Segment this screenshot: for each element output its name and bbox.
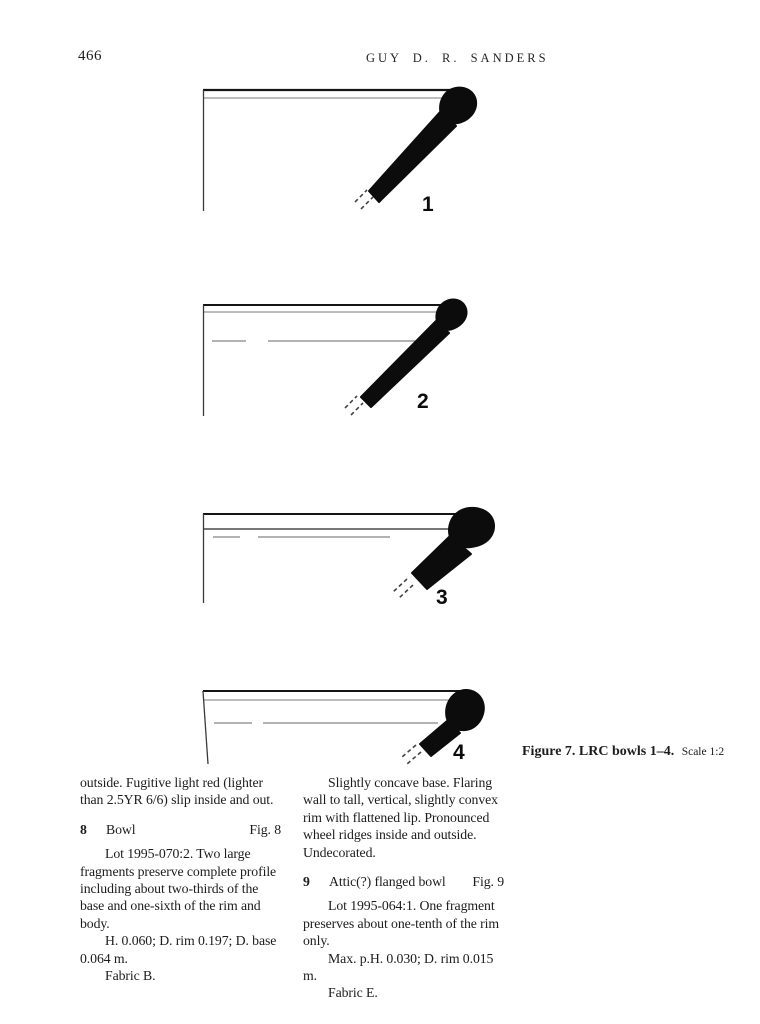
catalog-entry-heading-9 bbox=[303, 873, 504, 890]
catalog-entry-title: Attic(?) flanged bowl bbox=[329, 874, 446, 890]
profile-drawing-3-svg bbox=[200, 503, 500, 611]
paragraph-description: Slightly concave base. Flaring wall to tall, vertical, slightly convex rim with flattened lip. Pronounced wheel ridges inside and outside. Undecorated. bbox=[303, 775, 498, 860]
axis-line bbox=[203, 691, 208, 764]
catalog-entry-figure-ref: Fig. 8 bbox=[249, 821, 281, 837]
break-marks bbox=[402, 745, 421, 764]
paragraph-dimensions: Max. p.H. 0.030; D. rim 0.015 m. bbox=[303, 950, 494, 984]
page-number: 466 bbox=[78, 48, 102, 64]
profile-drawing-4-svg bbox=[200, 680, 495, 770]
break-marks bbox=[345, 396, 363, 415]
catalog-entry-title: Bowl bbox=[106, 821, 136, 837]
wall-section-stem bbox=[369, 112, 456, 202]
pottery-profile-drawing-3 bbox=[200, 503, 500, 611]
figure-caption-title: Figure 7. LRC bowls 1–4. bbox=[522, 744, 675, 759]
paragraph-runover: outside. Fugitive light red (lighter than 2.5YR 6/6) slip inside and out. bbox=[80, 775, 274, 808]
profile-drawing-1-svg bbox=[200, 85, 485, 223]
catalog-entry-number: 9 bbox=[303, 874, 310, 890]
break-marks bbox=[393, 579, 413, 598]
paragraph-fabric: Fabric B. bbox=[105, 968, 156, 984]
profile-drawing-2-svg bbox=[200, 296, 470, 420]
catalog-entry-number: 8 bbox=[80, 821, 87, 837]
text-column-right bbox=[303, 774, 504, 1002]
pottery-profile-drawing-4 bbox=[200, 680, 495, 770]
paragraph-lot: Lot 1995-070:2. Two large fragments preserve complete profile including about two-thirds of the base and one-sixth of the rim and body. bbox=[80, 846, 277, 931]
figure-caption bbox=[522, 744, 724, 760]
catalog-entry-figure-ref: Fig. 9 bbox=[472, 874, 504, 890]
pottery-profile-drawing-2 bbox=[200, 296, 470, 420]
drawing-number-label: 3 bbox=[436, 586, 448, 609]
catalog-entry-heading-8 bbox=[80, 821, 281, 838]
drawing-number-label: 4 bbox=[453, 741, 465, 764]
paragraph-fabric: Fabric E. bbox=[328, 985, 378, 1001]
drawing-number-label: 1 bbox=[422, 193, 434, 216]
wall-section-stem bbox=[361, 321, 449, 407]
running-head-author: GUY D. R. SANDERS bbox=[366, 51, 549, 65]
paragraph-lot: Lot 1995-064:1. One fragment preserves about one-tenth of the rim only. bbox=[303, 898, 500, 949]
text-column-left bbox=[80, 774, 281, 984]
pottery-profile-drawing-1 bbox=[200, 85, 485, 223]
drawing-number-label: 2 bbox=[417, 390, 429, 413]
paragraph-dimensions: H. 0.060; D. rim 0.197; D. base 0.064 m. bbox=[80, 933, 277, 966]
figure-caption-scale: Scale 1:2 bbox=[681, 746, 725, 758]
